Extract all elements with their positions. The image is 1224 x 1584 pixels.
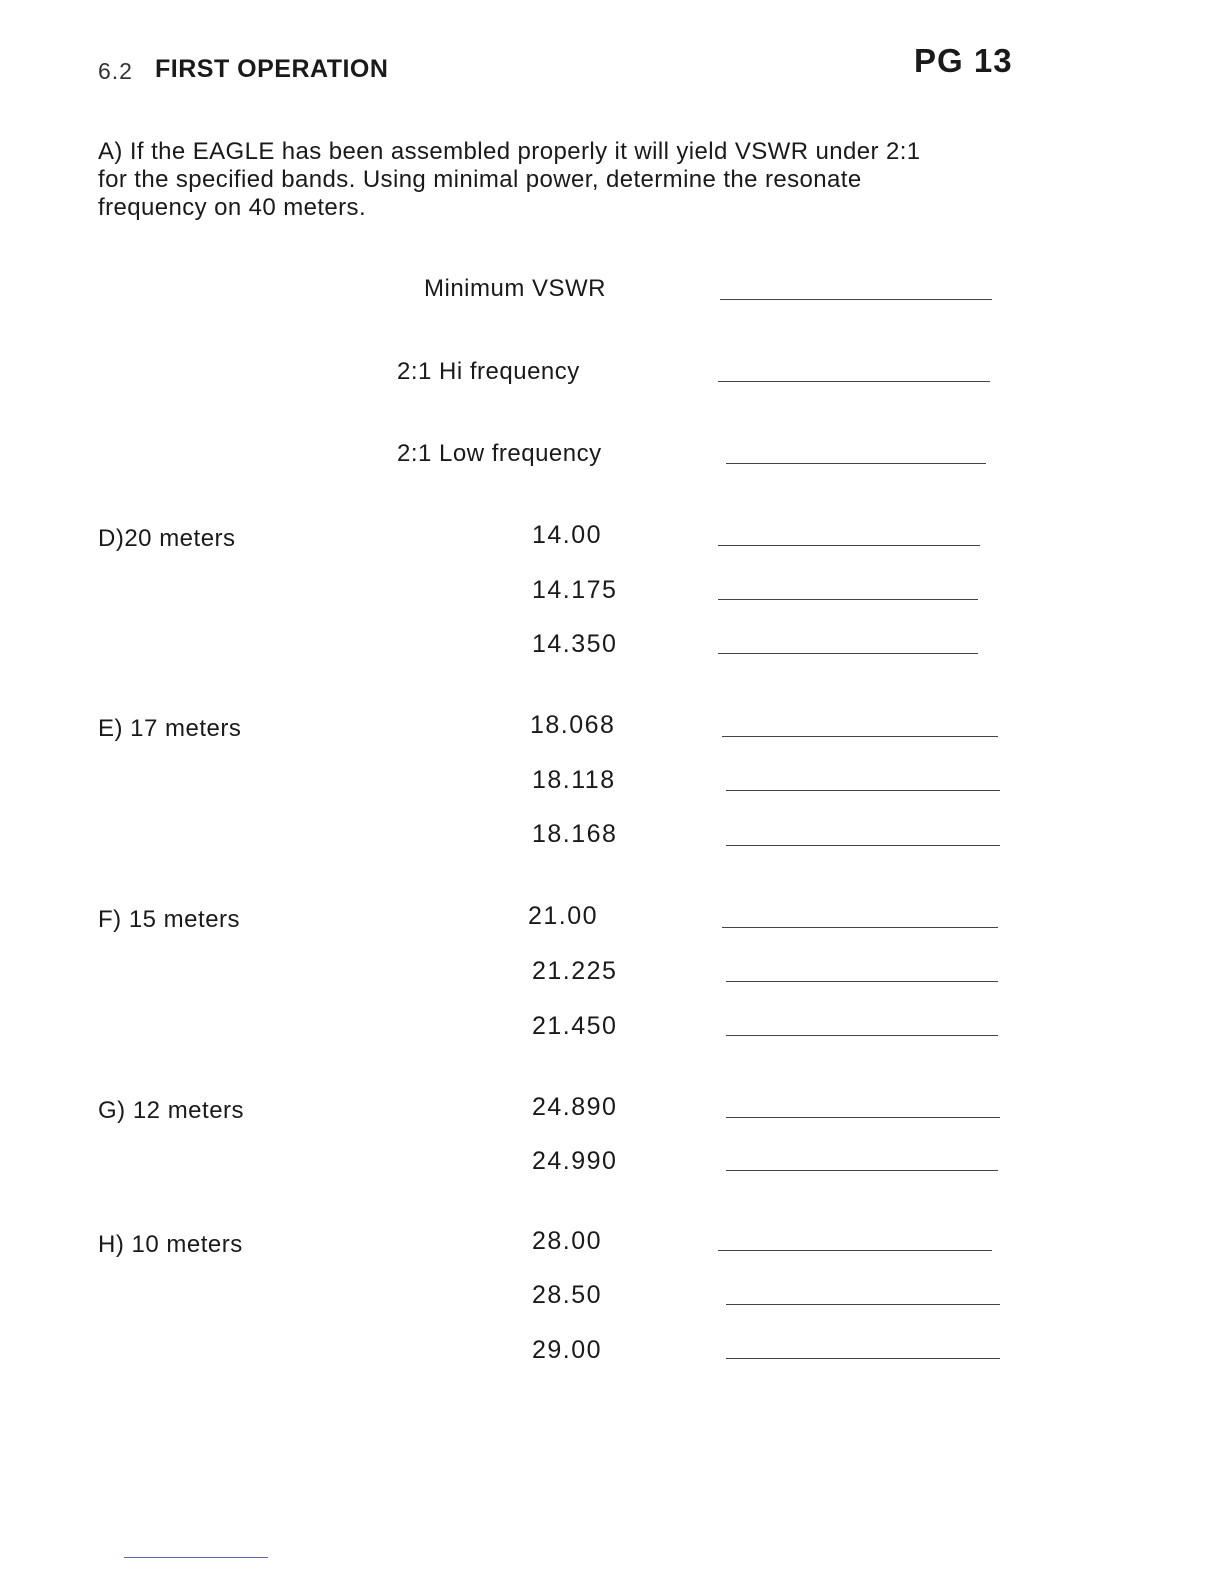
frequency-value: 14.175 bbox=[532, 576, 618, 604]
frequency-blank[interactable] bbox=[718, 599, 978, 600]
intro-line: frequency on 40 meters. bbox=[98, 194, 367, 221]
frequency-value: 24.890 bbox=[532, 1093, 618, 1121]
frequency-value: 28.50 bbox=[532, 1281, 603, 1309]
frequency-blank[interactable] bbox=[726, 1304, 1000, 1305]
frequency-value: 18.168 bbox=[532, 820, 618, 848]
frequency-value: 21.00 bbox=[528, 902, 599, 930]
band-label-12m: G) 12 meters bbox=[98, 1097, 245, 1124]
min-vswr-label: Minimum VSWR bbox=[424, 275, 607, 302]
frequency-value: 24.990 bbox=[532, 1147, 618, 1175]
frequency-blank[interactable] bbox=[718, 1250, 992, 1251]
intro-line: for the specified bands. Using minimal power, determine the resonate bbox=[98, 166, 862, 193]
frequency-blank[interactable] bbox=[722, 927, 998, 928]
frequency-value: 18.118 bbox=[532, 766, 616, 794]
frequency-value: 21.450 bbox=[532, 1012, 618, 1040]
frequency-blank[interactable] bbox=[726, 790, 1000, 791]
frequency-blank[interactable] bbox=[718, 653, 978, 654]
frequency-value: 14.00 bbox=[532, 521, 603, 549]
min-vswr-blank[interactable] bbox=[720, 299, 992, 300]
section-number: 6.2 bbox=[98, 58, 133, 84]
band-label-17m: E) 17 meters bbox=[98, 715, 242, 742]
band-label-20m: D)20 meters bbox=[98, 525, 236, 552]
frequency-blank[interactable] bbox=[718, 545, 980, 546]
band-label-10m: H) 10 meters bbox=[98, 1231, 243, 1258]
frequency-blank[interactable] bbox=[726, 845, 1000, 846]
frequency-value: 29.00 bbox=[532, 1336, 603, 1364]
low-frequency-blank[interactable] bbox=[726, 463, 986, 464]
hi-frequency-blank[interactable] bbox=[718, 381, 990, 382]
frequency-blank[interactable] bbox=[726, 1035, 998, 1036]
band-label-15m: F) 15 meters bbox=[98, 906, 241, 933]
frequency-blank[interactable] bbox=[726, 1358, 1000, 1359]
intro-line: A) If the EAGLE has been assembled properly it will yield VSWR under 2:1 bbox=[98, 138, 921, 165]
hi-frequency-label: 2:1 Hi frequency bbox=[397, 358, 580, 385]
frequency-blank[interactable] bbox=[726, 981, 998, 982]
frequency-blank[interactable] bbox=[722, 736, 998, 737]
section-title: FIRST OPERATION bbox=[155, 55, 389, 83]
frequency-value: 28.00 bbox=[532, 1227, 603, 1255]
intro-paragraph bbox=[98, 138, 1058, 222]
low-frequency-label: 2:1 Low frequency bbox=[397, 440, 602, 467]
footer-rule bbox=[124, 1557, 268, 1558]
page-number: PG 13 bbox=[914, 42, 1013, 79]
frequency-value: 14.350 bbox=[532, 630, 618, 658]
frequency-value: 21.225 bbox=[532, 957, 618, 985]
frequency-blank[interactable] bbox=[726, 1117, 1000, 1118]
frequency-blank[interactable] bbox=[726, 1170, 998, 1171]
frequency-value: 18.068 bbox=[530, 711, 616, 739]
